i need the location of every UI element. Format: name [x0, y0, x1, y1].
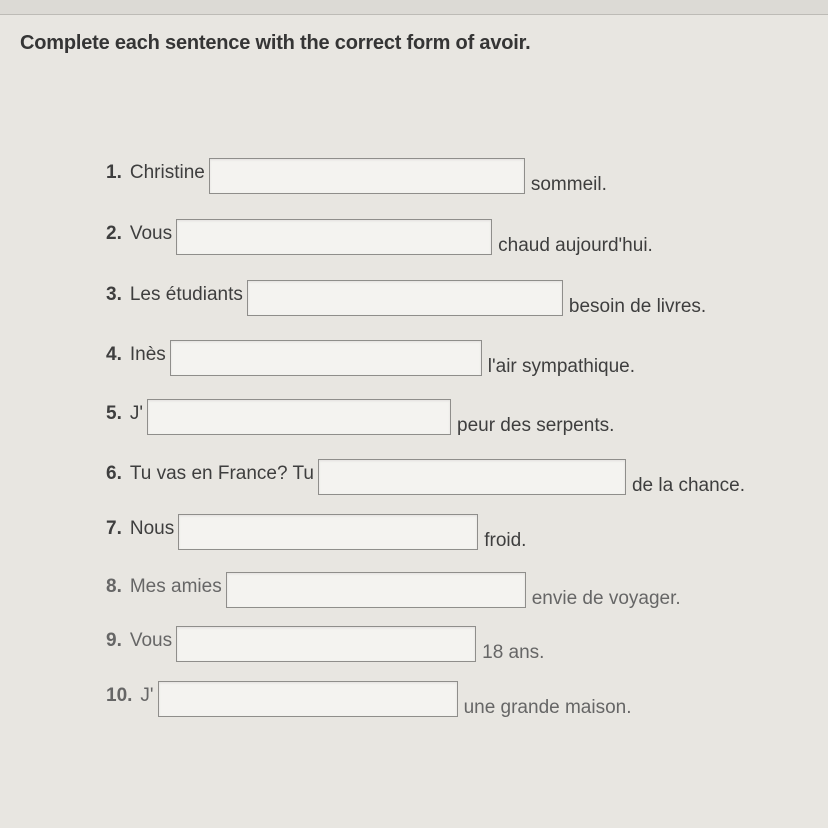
instructions-text: Complete each sentence with the correct form of avoir.	[20, 32, 531, 54]
answer-input-10[interactable]	[158, 681, 458, 717]
question-rest: peur des serpents.	[457, 415, 615, 436]
question-rest: chaud aujourd'hui.	[498, 235, 653, 256]
question-number: 5.	[106, 403, 122, 424]
question-4	[106, 344, 635, 378]
question-rest: froid.	[484, 530, 527, 551]
question-subject: Nous	[129, 518, 175, 539]
question-6	[106, 463, 745, 497]
question-number: 7.	[106, 518, 122, 539]
question-number: 6.	[106, 463, 122, 484]
question-3	[106, 284, 706, 318]
answer-input-7[interactable]	[178, 514, 478, 550]
question-subject: Christine	[129, 162, 205, 183]
question-subject: Mes amies	[129, 576, 222, 597]
question-rest: une grande maison.	[463, 697, 632, 718]
answer-input-5[interactable]	[147, 399, 451, 435]
answer-input-1[interactable]	[209, 158, 525, 194]
answer-input-6[interactable]	[318, 459, 626, 495]
answer-input-9[interactable]	[176, 626, 476, 662]
question-5	[106, 403, 614, 437]
question-subject: J'	[129, 403, 143, 424]
question-number: 3.	[106, 284, 122, 305]
question-subject: Vous	[129, 630, 173, 651]
question-number: 8.	[106, 576, 122, 597]
question-rest: envie de voyager.	[531, 588, 681, 609]
question-number: 2.	[106, 223, 122, 244]
question-8	[106, 576, 681, 610]
question-1	[106, 162, 607, 196]
question-10	[106, 685, 632, 719]
answer-input-2[interactable]	[176, 219, 492, 255]
question-rest: besoin de livres.	[568, 296, 707, 317]
question-subject: J'	[140, 685, 154, 706]
answer-input-3[interactable]	[247, 280, 563, 316]
question-rest: de la chance.	[631, 475, 745, 496]
question-subject: Les étudiants	[129, 284, 243, 305]
question-rest: sommeil.	[530, 174, 607, 195]
question-subject: Inès	[129, 344, 166, 365]
question-7	[106, 518, 526, 552]
question-number: 1.	[106, 162, 122, 183]
question-subject: Vous	[129, 223, 173, 244]
question-2	[106, 223, 653, 257]
question-rest: 18 ans.	[482, 642, 545, 663]
question-9	[106, 630, 544, 664]
question-number: 9.	[106, 630, 122, 651]
question-rest: l'air sympathique.	[487, 356, 636, 377]
answer-input-8[interactable]	[226, 572, 526, 608]
answer-input-4[interactable]	[170, 340, 482, 376]
question-number: 4.	[106, 344, 122, 365]
question-number: 10.	[106, 685, 133, 706]
question-subject: Tu vas en France? Tu	[129, 463, 314, 484]
top-bar	[0, 0, 828, 15]
